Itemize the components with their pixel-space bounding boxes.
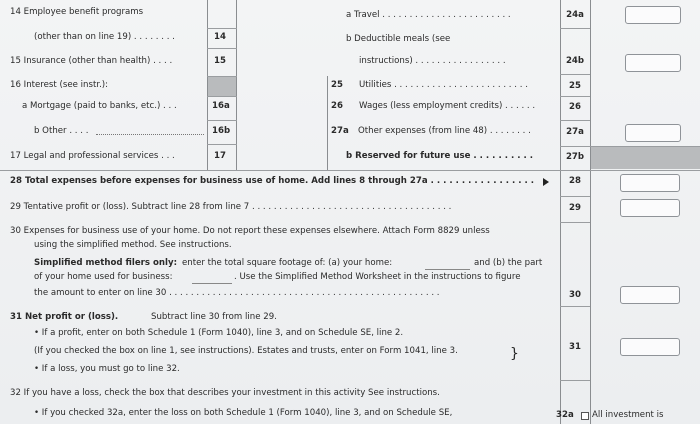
- line-28-box-number: 28: [569, 176, 581, 186]
- line-30-label: 30 Expenses for business use of your home. Do not report these expenses elsewhere. Attach Form 8829 unless: [10, 226, 490, 236]
- divider: [560, 74, 590, 75]
- divider: [560, 28, 590, 29]
- divider: [207, 120, 237, 121]
- line-16b-label: b Other . . . .: [34, 126, 89, 136]
- line-24b-label-cont: instructions) . . . . . . . . . . . . . . . . .: [359, 56, 506, 66]
- line-29-box-number: 29: [569, 203, 581, 213]
- divider: [207, 144, 237, 145]
- line-30-amount-label: the amount to enter on line 30 . . . . . . . . . . . . . . . . . . . . . . . . . . . . . . . . . . . . . . . . . . . . . . . . . .: [34, 288, 440, 298]
- line-24a-label: a Travel . . . . . . . . . . . . . . . . . . . . . . . .: [346, 10, 511, 20]
- divider: [560, 306, 590, 307]
- line-16a-box-number: 16a: [212, 101, 230, 111]
- line-26-label: Wages (less employment credits) . . . . . .: [359, 101, 536, 111]
- divider: [327, 76, 328, 170]
- line-27a-entry[interactable]: [625, 124, 681, 142]
- line-26-box-number: 26: [569, 102, 581, 112]
- line-14-label-cont: (other than on line 19) . . . . . . . .: [34, 32, 175, 42]
- divider: [560, 120, 590, 121]
- line-32a-checkbox[interactable]: [581, 412, 589, 420]
- line-30-simplified-label: Simplified method filers only:: [34, 258, 178, 268]
- line-24b-label: b Deductible meals (see: [346, 34, 451, 44]
- home-sqft-field[interactable]: [425, 268, 470, 270]
- line-24b-entry[interactable]: [625, 54, 681, 72]
- line-32a-option-label: All investment is: [592, 410, 664, 420]
- line-24a-box-number: 24a: [566, 10, 584, 20]
- line-31-trusts-text: (If you checked the box on line 1, see instructions). Estates and trusts, enter on Form 1041, line 3.: [34, 346, 458, 356]
- line-28-entry[interactable]: [620, 174, 680, 192]
- divider: [560, 196, 590, 197]
- line-16-label: 16 Interest (see instr.):: [10, 80, 109, 90]
- line-30-part-label: and (b) the part: [474, 258, 543, 268]
- brace-icon: }: [510, 346, 519, 362]
- line-31-entry[interactable]: [620, 338, 680, 356]
- line-27a-label: Other expenses (from line 48) . . . . . . . .: [358, 126, 531, 136]
- divider: [207, 28, 237, 29]
- line-14-box-number: 14: [214, 32, 226, 42]
- line-27a-number: 27a: [331, 126, 349, 136]
- line-31-loss-text: • If a loss, you must go to line 32.: [34, 364, 180, 374]
- shaded-cell: [208, 77, 236, 96]
- line-25-number: 25: [331, 80, 343, 90]
- line-27b-label: b Reserved for future use . . . . . . . . . .: [346, 151, 533, 161]
- line-14-label: 14 Employee benefit programs: [10, 7, 144, 17]
- line-24b-box-number: 24b: [565, 56, 585, 66]
- line-17-label: 17 Legal and professional services . . .: [10, 151, 175, 161]
- line-17-box-number: 17: [214, 151, 226, 161]
- line-15-box-number: 15: [214, 56, 226, 66]
- line-29-entry[interactable]: [620, 199, 680, 217]
- business-sqft-field[interactable]: [192, 282, 232, 284]
- line-28-label: 28 Total expenses before expenses for business use of home. Add lines 8 through 27a . . . . . . . . . . . . . . . . .: [10, 176, 534, 186]
- shaded-cell: [591, 147, 700, 169]
- line-31-profit-text: • If a profit, enter on both Schedule 1 (Form 1040), line 3, and on Schedule SE, line 2.: [34, 328, 404, 338]
- line-31-label: 31 Net profit or (loss).: [10, 312, 119, 322]
- divider: [590, 0, 591, 424]
- line-30-entry[interactable]: [620, 286, 680, 304]
- line-16b-box-number: 16b: [212, 126, 231, 136]
- line-25-label: Utilities . . . . . . . . . . . . . . . . . . . . . . . . .: [359, 80, 528, 90]
- divider: [207, 96, 237, 97]
- divider: [560, 380, 590, 381]
- line-30-sqft-label: enter the total square footage of: (a) your home:: [182, 258, 393, 268]
- line-31-box-number: 31: [569, 342, 581, 352]
- line-16a-label: a Mortgage (paid to banks, etc.) . . .: [22, 101, 177, 111]
- line-32a-number: 32a: [556, 410, 574, 420]
- line-27b-box-number: 27b: [565, 152, 585, 162]
- line-32-instructions: • If you checked 32a, enter the loss on both Schedule 1 (Form 1040), line 3, and on Schedule SE,: [34, 408, 453, 418]
- line-32-label: 32 If you have a loss, check the box that describes your investment in this activity See instructions.: [10, 388, 440, 398]
- line-30-box-number: 30: [569, 290, 581, 300]
- divider: [560, 222, 590, 223]
- line-27a-box-number: 27a: [566, 127, 584, 137]
- line-30-business-label: of your home used for business:: [34, 272, 173, 282]
- line-25-box-number: 25: [569, 81, 581, 91]
- line-29-label: 29 Tentative profit or (loss). Subtract line 28 from line 7 . . . . . . . . . . . . . . . . . . . . . . . . . . . . . . . . . . . . .: [10, 202, 452, 212]
- line-31-label-cont: Subtract line 30 from line 29.: [151, 312, 277, 322]
- line-24a-entry[interactable]: [625, 6, 681, 24]
- line-30-label-cont: using the simplified method. See instructions.: [34, 240, 232, 250]
- line-15-label: 15 Insurance (other than health) . . . .: [10, 56, 173, 66]
- divider: [0, 170, 700, 171]
- dot-leader: [96, 133, 204, 135]
- line-30-worksheet-label: . Use the Simplified Method Worksheet in the instructions to figure: [234, 272, 521, 282]
- divider: [560, 96, 590, 97]
- line-26-number: 26: [331, 101, 343, 111]
- arrow-icon: [543, 178, 549, 186]
- divider: [207, 48, 237, 49]
